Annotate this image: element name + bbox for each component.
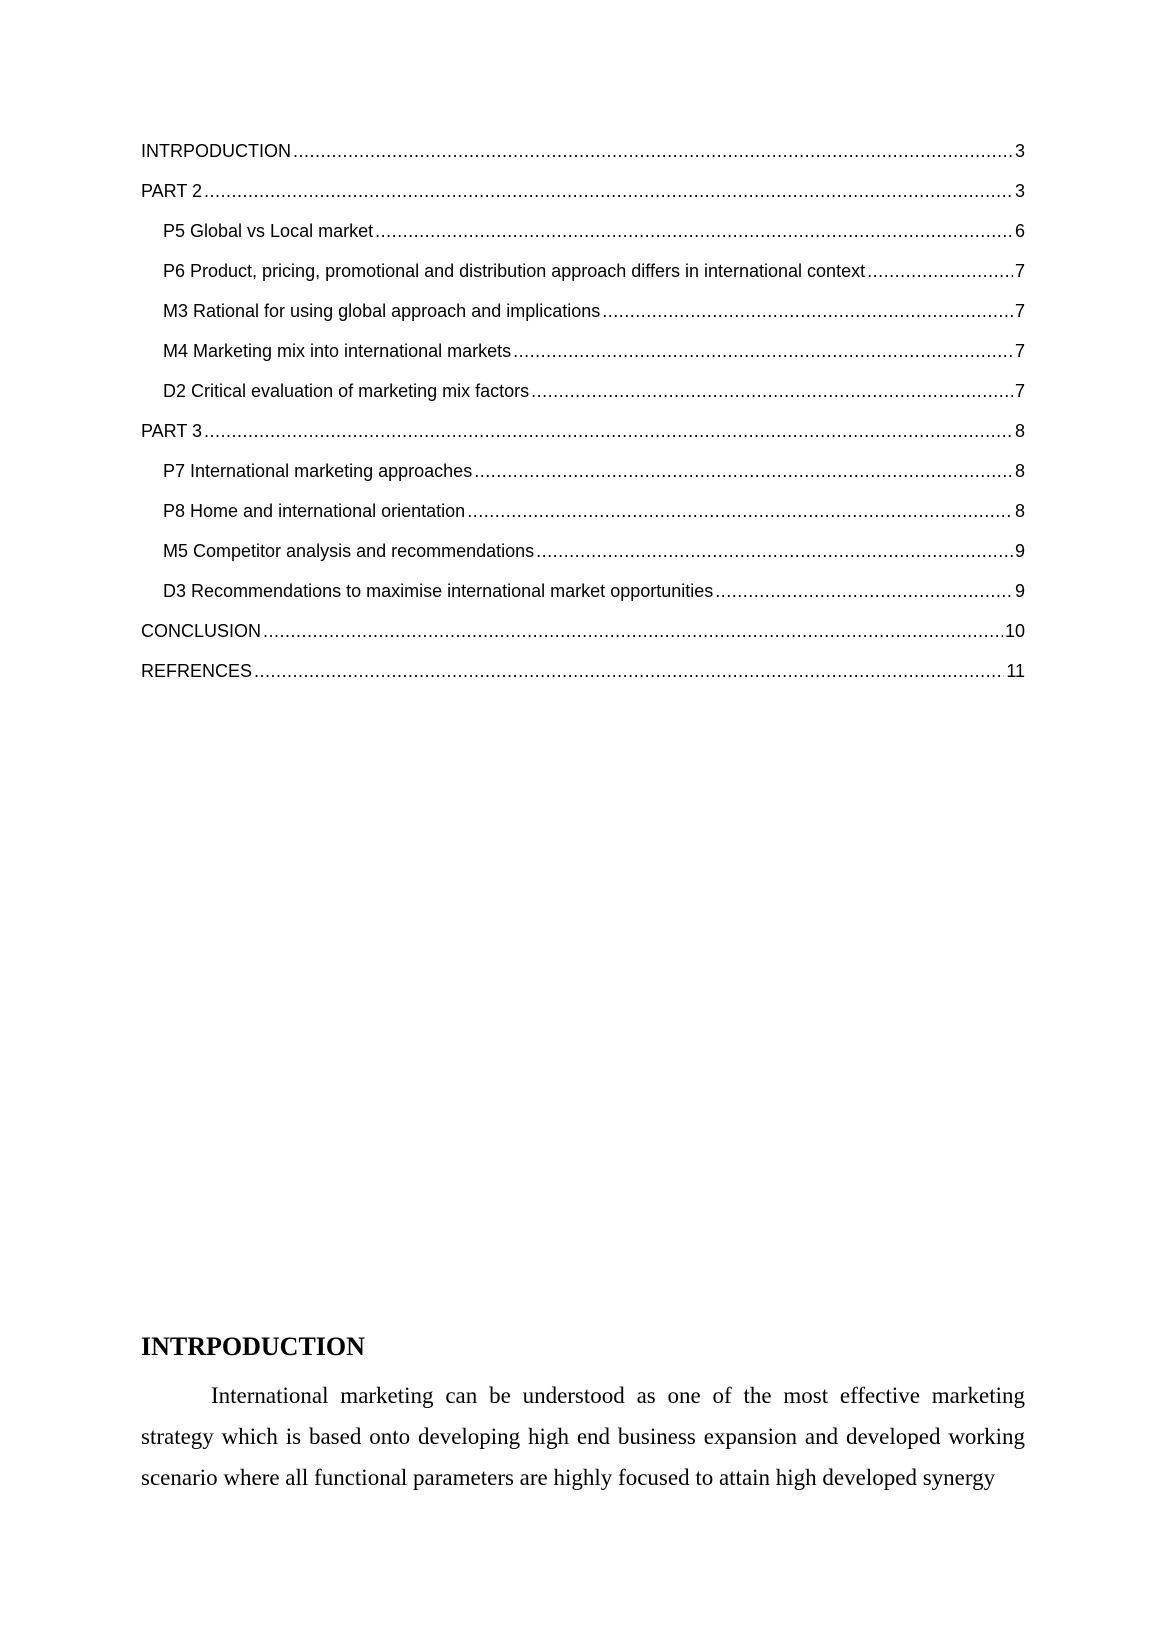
toc-entry-page: 9 [1014,541,1025,561]
toc-entry[interactable] [141,340,1025,380]
toc-entry-title: REFRENCES [141,661,253,681]
toc-entry-title: P5 Global vs Local market [163,221,374,241]
toc-entry-page: 11 [1006,661,1025,681]
toc-entry-page: 8 [1014,421,1025,441]
toc-entry-title: INTRPODUCTION [141,141,291,161]
toc-entry-page: 7 [1014,301,1025,321]
toc-entry-title: M4 Marketing mix into international markets [163,341,512,361]
toc-dot-leader [536,540,1013,562]
toc-dot-leader [263,620,1003,642]
toc-dot-leader [602,300,1013,322]
toc-entry-title: D3 Recommendations to maximise international market opportunities [163,581,714,601]
toc-dot-leader [204,180,1013,202]
toc-entry[interactable] [141,380,1025,420]
toc-dot-leader [467,500,1013,522]
toc-dot-leader [293,140,1013,162]
toc-entry-page: 7 [1014,381,1025,401]
toc-entry-page: 6 [1014,221,1025,241]
toc-entry[interactable] [141,460,1025,500]
toc-dot-leader [513,340,1013,362]
toc-entry-title: P8 Home and international orientation [163,501,466,521]
toc-dot-leader [474,460,1013,482]
toc-entry[interactable] [141,500,1025,540]
toc-entry-page: 8 [1014,501,1025,521]
toc-dot-leader [204,420,1013,442]
toc-entry[interactable] [141,540,1025,580]
toc-entry[interactable] [141,180,1025,220]
toc-entry[interactable] [141,420,1025,460]
toc-entry-page: 9 [1014,581,1025,601]
toc-entry[interactable] [141,660,1025,700]
toc-entry-title: PART 2 [141,181,203,201]
toc-entry-page: 10 [1004,621,1025,641]
toc-dot-leader [715,580,1013,602]
introduction-paragraph: International marketing can be understood as one of the most effective marketing strategy which is based onto developing high end business expansion and developed working scenario where all functional parameters are highly focused to attain high developed synergy [141,1383,1025,1490]
toc-entry-title: P7 International marketing approaches [163,461,473,481]
table-of-contents [141,140,1025,700]
toc-entry-title: M3 Rational for using global approach and implications [163,301,601,321]
toc-entry-page: 8 [1014,461,1025,481]
toc-entry-page: 7 [1014,261,1025,281]
toc-entry[interactable] [141,580,1025,620]
toc-entry-title: M5 Competitor analysis and recommendations [163,541,535,561]
toc-entry-page: 3 [1014,181,1025,201]
toc-entry-title: PART 3 [141,421,203,441]
toc-entry[interactable] [141,220,1025,260]
toc-entry[interactable] [141,140,1025,180]
toc-entry[interactable] [141,620,1025,660]
toc-entry-title: D2 Critical evaluation of marketing mix factors [163,381,530,401]
toc-dot-leader [375,220,1013,242]
toc-entry-title: CONCLUSION [141,621,262,641]
toc-entry-title: P6 Product, pricing, promotional and distribution approach differs in international context [163,261,866,281]
toc-entry[interactable] [141,300,1025,340]
introduction-heading: INTRPODUCTION [141,1332,365,1361]
toc-entry-page: 7 [1014,341,1025,361]
toc-dot-leader [254,660,1004,682]
toc-entry-page: 3 [1014,141,1025,161]
toc-dot-leader [867,260,1013,282]
toc-dot-leader [531,380,1013,402]
toc-entry[interactable] [141,260,1025,300]
